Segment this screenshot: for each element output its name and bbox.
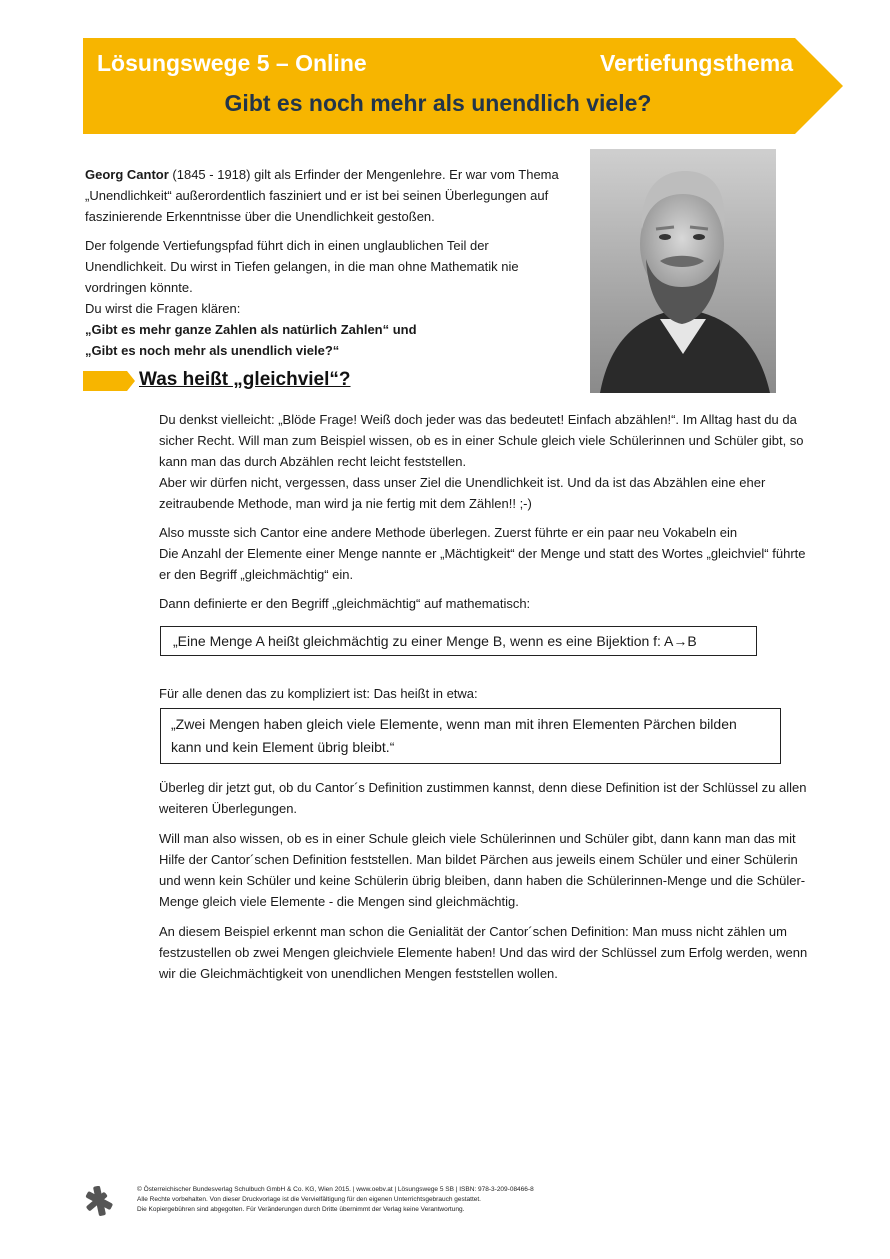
intro-text <box>85 164 565 361</box>
question-2: „Gibt es noch mehr als unendlich viele?“ <box>85 343 340 358</box>
body-paragraph-3: Dann definierte er den Begriff „gleichmächtig“ auf mathematisch: <box>159 596 531 611</box>
intro-p2-line1: Der folgende Vertiefungspfad führt dich in einen unglaublichen Teil der Unendlichkeit. Du wirst in Tiefen gelangen, in die man ohne Mathematik nie vordringen könnte. <box>85 238 519 295</box>
body-paragraph-1b <box>159 472 815 514</box>
portrait-image <box>590 149 776 393</box>
intro-p1-rest: (1845 - 1918) gilt als Erfinder der Mengenlehre. Er war vom Thema „Unendlichkeit“ außerordentlich fasziniert und er ist bei seinen Überlegungen auf faszinierende Erkenntnisse über die Unendlichkeit gestoßen. <box>85 167 559 224</box>
body-p1b: Aber wir dürfen nicht, vergessen, dass unser Ziel die Unendlichkeit ist. Und da ist das Abzählen eine eher zeitraubende Methode, man wird ja nie fertig mit dem Zählen!! ;-) <box>159 475 766 511</box>
body-p2: Also musste sich Cantor eine andere Methode überlegen. Zuerst führte er ein paar neu Vokabeln ein <box>159 525 738 540</box>
footer-copyright <box>137 1185 697 1215</box>
cantor-name: Georg Cantor <box>85 167 169 182</box>
body-p1: Du denkst vielleicht: „Blöde Frage! Weiß doch jeder was das bedeutet! Einfach abzählen!“. Im Alltag hast du da sicher Recht. Will man zum Beispiel wissen, ob es in einer Schule gleich viele Schülerinnen und Schüler gibt, so kann man das durch Abzählen recht leicht feststellen. <box>159 412 804 469</box>
body-paragraph-1 <box>159 409 815 472</box>
intro-paragraph-2 <box>85 235 565 361</box>
series-title: Lösungswege 5 – Online <box>97 50 367 76</box>
body-paragraph-5: Überleg dir jetzt gut, ob du Cantor´s Definition zustimmen kannst, denn diese Definition ist der Schlüssel zu allen weiteren Überlegungen. <box>159 780 807 816</box>
body-paragraph-6: Will man also wissen, ob es in einer Schule gleich viele Schülerinnen und Schüler gibt, dann kann man das mit Hilfe der Cantor´schen Definition feststellen. Man bildet Pärchen aus jeweils einem Schüler und einer Schülerin und wenn kein Schüler und keine Schülerin übrig bleiben, dann haben die Schülerinnen-Menge und die Schüler-Menge gleich viele Elemente - die Mengen sind gleichmächtig. <box>159 831 806 909</box>
section-title: Was heißt „gleichviel“? <box>139 369 351 390</box>
page-title: Gibt es noch mehr als unendlich viele? <box>224 90 652 116</box>
body-paragraph-2 <box>159 522 815 543</box>
footer-line-1: © Österreichischer Bundesverlag Schulbuch GmbH & Co. KG, Wien 2015. | www.oebv.at | Lösungswege 5 SB | ISBN: 978-3-209-08466-8 <box>137 1186 534 1193</box>
publisher-logo-icon <box>85 1186 113 1216</box>
body-text-2 <box>159 777 815 993</box>
body-paragraph-7: An diesem Beispiel erkennt man schon die Genialität der Cantor´schen Definition: Man muss nicht zählen um festzustellen ob zwei Mengen gleichviele Elemente haben! Und das wird der Schlüssel zum Erfolg werden, wenn wir die Gleichmächtigkeit von unendlichen Mengen feststellen wollen. <box>159 924 808 981</box>
header-banner <box>83 38 843 134</box>
intro-paragraph-1 <box>85 164 565 227</box>
body-p2b: Die Anzahl der Elemente einer Menge nannte er „Mächtigkeit“ der Menge und statt des Wortes „gleichviel“ führte er den Begriff „gleichmächtig“ ein. <box>159 546 806 582</box>
cantor-portrait <box>590 149 776 393</box>
simplified-intro: Für alle denen das zu kompliziert ist: Das heißt in etwa: <box>159 686 478 701</box>
definition-box: „Eine Menge A heißt gleichmächtig zu einer Menge B, wenn es eine Bijektion f: A→B <box>160 626 757 656</box>
topic-type: Vertiefungsthema <box>600 50 793 76</box>
intro-p2-line2: Du wirst die Fragen klären: <box>85 301 241 316</box>
simplified-definition-box: „Zwei Mengen haben gleich viele Elemente, wenn man mit ihren Elementen Pärchen bilden kann und kein Element übrig bleibt.“ <box>160 708 781 764</box>
body-paragraph-2b <box>159 543 815 585</box>
body-text-1 <box>159 409 815 622</box>
section-arrow-icon <box>83 371 135 391</box>
footer-line-3: Die Kopiergebühren sind abgegolten. Für Veränderungen durch Dritte übernimmt der Verlag keine Verantwortung. <box>137 1206 465 1213</box>
footer-line-2: Alle Rechte vorbehalten. Von dieser Druckvorlage ist die Vervielfältigung für den eigenen Unterrichtsgebrauch gestattet. <box>137 1196 481 1203</box>
question-1: „Gibt es mehr ganze Zahlen als natürlich Zahlen“ und <box>85 322 417 337</box>
